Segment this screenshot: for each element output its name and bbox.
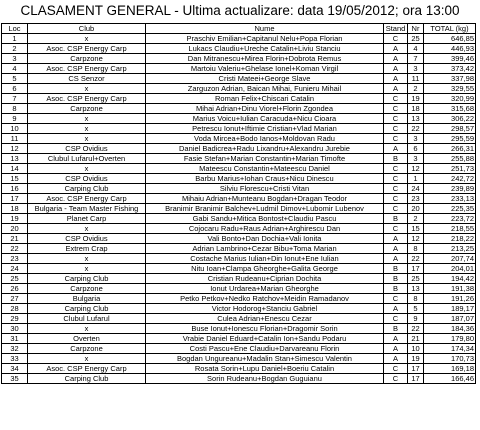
cell-loc: 5: [2, 74, 28, 84]
cell-name: Culea Adrian+Enescu Cezar: [146, 314, 384, 324]
cell-name: Cojocaru Radu+Raus Adrian+Arghirescu Dan: [146, 224, 384, 234]
cell-total: 191,38: [424, 284, 476, 294]
cell-total: 213,25: [424, 244, 476, 254]
cell-club: Carping Club: [28, 274, 146, 284]
cell-name: Rosata Sorin+Lupu Daniel+Boeriu Catalin: [146, 364, 384, 374]
cell-name: Zarguzon Adrian, Baican Mihai, Funieru Mihail: [146, 84, 384, 94]
cell-name: Silviu Florescu+Cristi Vitan: [146, 184, 384, 194]
cell-loc: 14: [2, 164, 28, 174]
cell-name: Petrescu Ionut+Iftimie Cristian+Vlad Marian: [146, 124, 384, 134]
table-row: [2, 234, 476, 244]
cell-loc: 1: [2, 34, 28, 44]
cell-club: Asoc. CSP Energy Carp: [28, 64, 146, 74]
cell-total: 223,72: [424, 214, 476, 224]
cell-name: Buse Ionut+Ionescu Florian+Dragomir Sorin: [146, 324, 384, 334]
cell-loc: 3: [2, 54, 28, 64]
cell-loc: 13: [2, 154, 28, 164]
cell-total: 184,36: [424, 324, 476, 334]
header-row: [2, 24, 476, 34]
cell-nr: 17: [408, 364, 424, 374]
cell-loc: 30: [2, 324, 28, 334]
cell-stand: C: [384, 94, 408, 104]
cell-loc: 29: [2, 314, 28, 324]
cell-stand: C: [384, 224, 408, 234]
cell-total: 239,89: [424, 184, 476, 194]
cell-name: Roman Felix+Chiscari Catalin: [146, 94, 384, 104]
cell-name: Mihai Adrian+Dinu Viorel+Florin Zgondea: [146, 104, 384, 114]
cell-name: Costache Marius Iulian+Din Ionut+Ene Iulian: [146, 254, 384, 264]
cell-club: Carpzone: [28, 54, 146, 64]
table-row: [2, 284, 476, 294]
cell-nr: 6: [408, 144, 424, 154]
cell-name: Lukacs Claudiu+Ureche Catalin+Liviu Stanciu: [146, 44, 384, 54]
cell-stand: C: [384, 134, 408, 144]
cell-club: Asoc. CSP Energy Carp: [28, 194, 146, 204]
header-club: Club: [28, 24, 146, 34]
table-row: [2, 74, 476, 84]
cell-stand: A: [384, 304, 408, 314]
cell-nr: 22: [408, 124, 424, 134]
cell-total: 446,93: [424, 44, 476, 54]
cell-name: Daniel Badicrea+Radu Lixandru+Alexandru Jurebie: [146, 144, 384, 154]
cell-stand: C: [384, 194, 408, 204]
cell-loc: 15: [2, 174, 28, 184]
cell-nr: 7: [408, 54, 424, 64]
table-row: [2, 194, 476, 204]
cell-name: Costi Pascu+Ene Claudiu+Darvareanu Florin: [146, 344, 384, 354]
cell-nr: 25: [408, 34, 424, 44]
cell-loc: 32: [2, 344, 28, 354]
cell-stand: C: [384, 174, 408, 184]
cell-nr: 24: [408, 184, 424, 194]
cell-stand: A: [384, 244, 408, 254]
standings-table: [1, 23, 476, 384]
cell-name: Cristian Rudeanu+Ciprian Dochita: [146, 274, 384, 284]
cell-club: x: [28, 34, 146, 44]
cell-club: Carpzone: [28, 284, 146, 294]
cell-loc: 11: [2, 134, 28, 144]
cell-stand: B: [384, 264, 408, 274]
cell-nr: 5: [408, 304, 424, 314]
cell-stand: A: [384, 74, 408, 84]
cell-club: Carping Club: [28, 304, 146, 314]
cell-club: Planet Carp: [28, 214, 146, 224]
cell-loc: 27: [2, 294, 28, 304]
cell-total: 204,01: [424, 264, 476, 274]
cell-club: Carpzone: [28, 104, 146, 114]
cell-nr: 19: [408, 94, 424, 104]
cell-name: Nitu Ioan+Clampa Gheorghe+Galita George: [146, 264, 384, 274]
cell-nr: 2: [408, 84, 424, 94]
cell-club: Clubul Lufarul+Overten: [28, 154, 146, 164]
table-row: [2, 224, 476, 234]
cell-club: CSP Ovidius: [28, 144, 146, 154]
cell-nr: 11: [408, 74, 424, 84]
table-row: [2, 214, 476, 224]
cell-nr: 8: [408, 244, 424, 254]
cell-stand: B: [384, 324, 408, 334]
cell-loc: 4: [2, 64, 28, 74]
table-row: [2, 164, 476, 174]
cell-total: 189,17: [424, 304, 476, 314]
cell-nr: 2: [408, 214, 424, 224]
cell-nr: 15: [408, 224, 424, 234]
cell-stand: C: [384, 294, 408, 304]
cell-stand: A: [384, 144, 408, 154]
cell-stand: B: [384, 214, 408, 224]
cell-club: x: [28, 124, 146, 134]
cell-nr: 3: [408, 134, 424, 144]
cell-total: 179,80: [424, 334, 476, 344]
table-row: [2, 44, 476, 54]
cell-nr: 18: [408, 104, 424, 114]
cell-loc: 22: [2, 244, 28, 254]
cell-total: 298,57: [424, 124, 476, 134]
cell-total: 646,85: [424, 34, 476, 44]
cell-loc: 12: [2, 144, 28, 154]
cell-nr: 25: [408, 274, 424, 284]
cell-nr: 12: [408, 234, 424, 244]
cell-total: 166,46: [424, 374, 476, 384]
table-row: [2, 174, 476, 184]
cell-loc: 20: [2, 224, 28, 234]
cell-club: x: [28, 254, 146, 264]
cell-stand: A: [384, 234, 408, 244]
cell-total: 329,55: [424, 84, 476, 94]
cell-loc: 28: [2, 304, 28, 314]
table-row: [2, 54, 476, 64]
cell-nr: 13: [408, 114, 424, 124]
table-row: [2, 244, 476, 254]
table-row: [2, 264, 476, 274]
cell-loc: 2: [2, 44, 28, 54]
header-loc: Loc: [2, 24, 28, 34]
table-row: [2, 34, 476, 44]
cell-loc: 23: [2, 254, 28, 264]
cell-stand: A: [384, 354, 408, 364]
cell-stand: A: [384, 54, 408, 64]
cell-name: Dan Mitranescu+Mirea Florin+Dobrota Remus: [146, 54, 384, 64]
header-total: TOTAL (kg): [424, 24, 476, 34]
header-stand: Stand: [384, 24, 408, 34]
cell-stand: C: [384, 164, 408, 174]
cell-nr: 23: [408, 194, 424, 204]
cell-loc: 19: [2, 214, 28, 224]
cell-stand: C: [384, 124, 408, 134]
cell-stand: B: [384, 274, 408, 284]
cell-total: 233,13: [424, 194, 476, 204]
cell-total: 187,07: [424, 314, 476, 324]
table-row: [2, 144, 476, 154]
cell-stand: A: [384, 254, 408, 264]
cell-nr: 12: [408, 164, 424, 174]
table-row: [2, 304, 476, 314]
cell-total: 337,98: [424, 74, 476, 84]
cell-name: Mihaiu Adrian+Munteanu Bogdan+Dragan Teodor: [146, 194, 384, 204]
header-nr: Nr: [408, 24, 424, 34]
table-body: [2, 34, 476, 384]
cell-club: x: [28, 224, 146, 234]
cell-total: 194,42: [424, 274, 476, 284]
cell-name: Bogdan Ungureanu+Madalin Stan+Simescu Valentin: [146, 354, 384, 364]
cell-total: 373,42: [424, 64, 476, 74]
cell-club: Overten: [28, 334, 146, 344]
cell-loc: 16: [2, 184, 28, 194]
cell-nr: 17: [408, 264, 424, 274]
cell-name: Mateescu Constantin+Mateescu Daniel: [146, 164, 384, 174]
cell-total: 306,22: [424, 114, 476, 124]
cell-total: 251,73: [424, 164, 476, 174]
table-row: [2, 364, 476, 374]
cell-name: Fasie Stefan+Marian Constantin+Marian Timofte: [146, 154, 384, 164]
cell-nr: 17: [408, 374, 424, 384]
cell-stand: C: [384, 204, 408, 214]
cell-loc: 17: [2, 194, 28, 204]
cell-stand: C: [384, 364, 408, 374]
cell-stand: C: [384, 104, 408, 114]
cell-stand: A: [384, 334, 408, 344]
table-row: [2, 334, 476, 344]
cell-club: Carping Club: [28, 184, 146, 194]
cell-club: x: [28, 134, 146, 144]
cell-club: x: [28, 354, 146, 364]
cell-loc: 26: [2, 284, 28, 294]
cell-stand: A: [384, 344, 408, 354]
cell-total: 399,46: [424, 54, 476, 64]
cell-name: Sorin Rudeanu+Bogdan Guguianu: [146, 374, 384, 384]
cell-nr: 8: [408, 294, 424, 304]
table-row: [2, 354, 476, 364]
cell-nr: 3: [408, 64, 424, 74]
cell-loc: 25: [2, 274, 28, 284]
cell-club: CS Senzor: [28, 74, 146, 84]
cell-name: Vali Bonto+Dan Dochia+Vali Ionita: [146, 234, 384, 244]
cell-club: Bulgaria - Team Master Fishing: [28, 204, 146, 214]
cell-loc: 8: [2, 104, 28, 114]
table-row: [2, 134, 476, 144]
cell-name: Petko Petkov+Nedko Ratchov+Meidin Ramadanov: [146, 294, 384, 304]
cell-name: Barbu Marius+Iohan Craus+Nicu Dinescu: [146, 174, 384, 184]
cell-loc: 6: [2, 84, 28, 94]
cell-loc: 7: [2, 94, 28, 104]
cell-loc: 31: [2, 334, 28, 344]
cell-name: Ionut Urdarea+Marian Gheorghe: [146, 284, 384, 294]
cell-stand: C: [384, 314, 408, 324]
cell-nr: 21: [408, 334, 424, 344]
cell-total: 207,74: [424, 254, 476, 264]
cell-stand: C: [384, 374, 408, 384]
cell-club: Clubul Lufarul: [28, 314, 146, 324]
cell-club: x: [28, 114, 146, 124]
cell-name: Cristi Mateei+George Slave: [146, 74, 384, 84]
cell-club: Asoc. CSP Energy Carp: [28, 94, 146, 104]
cell-stand: B: [384, 284, 408, 294]
cell-stand: C: [384, 114, 408, 124]
cell-nr: 9: [408, 314, 424, 324]
table-row: [2, 184, 476, 194]
cell-club: x: [28, 84, 146, 94]
cell-club: CSP Ovidius: [28, 234, 146, 244]
cell-loc: 24: [2, 264, 28, 274]
cell-club: Carpzone: [28, 344, 146, 354]
table-row: [2, 124, 476, 134]
cell-total: 255,88: [424, 154, 476, 164]
cell-club: CSP Ovidius: [28, 174, 146, 184]
cell-loc: 33: [2, 354, 28, 364]
cell-name: Voda Mircea+Bodo Ianos+Moldovan Radu: [146, 134, 384, 144]
cell-total: 170,73: [424, 354, 476, 364]
cell-total: 218,55: [424, 224, 476, 234]
cell-total: 169,18: [424, 364, 476, 374]
table-row: [2, 94, 476, 104]
cell-loc: 18: [2, 204, 28, 214]
cell-total: 266,31: [424, 144, 476, 154]
cell-club: x: [28, 164, 146, 174]
cell-name: Gabi Sandu+Mitica Bontost+Claudiu Pascu: [146, 214, 384, 224]
cell-total: 295,59: [424, 134, 476, 144]
cell-club: x: [28, 324, 146, 334]
cell-total: 218,22: [424, 234, 476, 244]
header-name: Nume: [146, 24, 384, 34]
cell-name: Branimir Branimir Balchev+Ludmil Dimov+Lubomir Lubenov: [146, 204, 384, 214]
cell-club: Carping Club: [28, 374, 146, 384]
cell-loc: 10: [2, 124, 28, 134]
cell-stand: C: [384, 184, 408, 194]
cell-loc: 34: [2, 364, 28, 374]
cell-stand: B: [384, 154, 408, 164]
table-row: [2, 254, 476, 264]
cell-name: Praschiv Emilian+Capitanul Nelu+Popa Florian: [146, 34, 384, 44]
table-row: [2, 204, 476, 214]
table-row: [2, 104, 476, 114]
cell-total: 191,26: [424, 294, 476, 304]
cell-club: Bulgaria: [28, 294, 146, 304]
cell-club: Asoc. CSP Energy Carp: [28, 44, 146, 54]
cell-club: Asoc. CSP Energy Carp: [28, 364, 146, 374]
cell-nr: 13: [408, 284, 424, 294]
table-row: [2, 274, 476, 284]
table-row: [2, 154, 476, 164]
cell-nr: 20: [408, 204, 424, 214]
cell-nr: 1: [408, 174, 424, 184]
table-row: [2, 314, 476, 324]
cell-nr: 4: [408, 44, 424, 54]
cell-name: Victor Hodorog+Stanciu Gabriel: [146, 304, 384, 314]
cell-loc: 9: [2, 114, 28, 124]
cell-name: Martoiu Valeriu+Ghelase Ionel+Koman Virgil: [146, 64, 384, 74]
cell-total: 225,35: [424, 204, 476, 214]
cell-nr: 3: [408, 154, 424, 164]
cell-total: 242,72: [424, 174, 476, 184]
table-row: [2, 114, 476, 124]
cell-total: 315,68: [424, 104, 476, 114]
cell-name: Marius Voicu+Iulian Caracuda+Nicu Cioara: [146, 114, 384, 124]
cell-loc: 35: [2, 374, 28, 384]
cell-total: 320,99: [424, 94, 476, 104]
cell-nr: 19: [408, 354, 424, 364]
table-row: [2, 344, 476, 354]
table-row: [2, 294, 476, 304]
table-row: [2, 64, 476, 74]
cell-nr: 22: [408, 254, 424, 264]
cell-stand: A: [384, 84, 408, 94]
cell-nr: 22: [408, 324, 424, 334]
page-title: CLASAMENT GENERAL - Ultima actualizare: data 19/05/2012; ora 13:00: [20, 3, 460, 18]
cell-nr: 10: [408, 344, 424, 354]
cell-stand: C: [384, 34, 408, 44]
table-row: [2, 374, 476, 384]
table-row: [2, 84, 476, 94]
cell-club: x: [28, 264, 146, 274]
cell-stand: A: [384, 44, 408, 54]
cell-total: 174,34: [424, 344, 476, 354]
table-row: [2, 324, 476, 334]
cell-name: Adrian Lambrino+Cezar Bibu+Toma Marian: [146, 244, 384, 254]
cell-name: Vrabie Daniel Eduard+Catalin Ion+Sandu Podaru: [146, 334, 384, 344]
cell-stand: A: [384, 64, 408, 74]
cell-club: Extrem Crap: [28, 244, 146, 254]
cell-loc: 21: [2, 234, 28, 244]
